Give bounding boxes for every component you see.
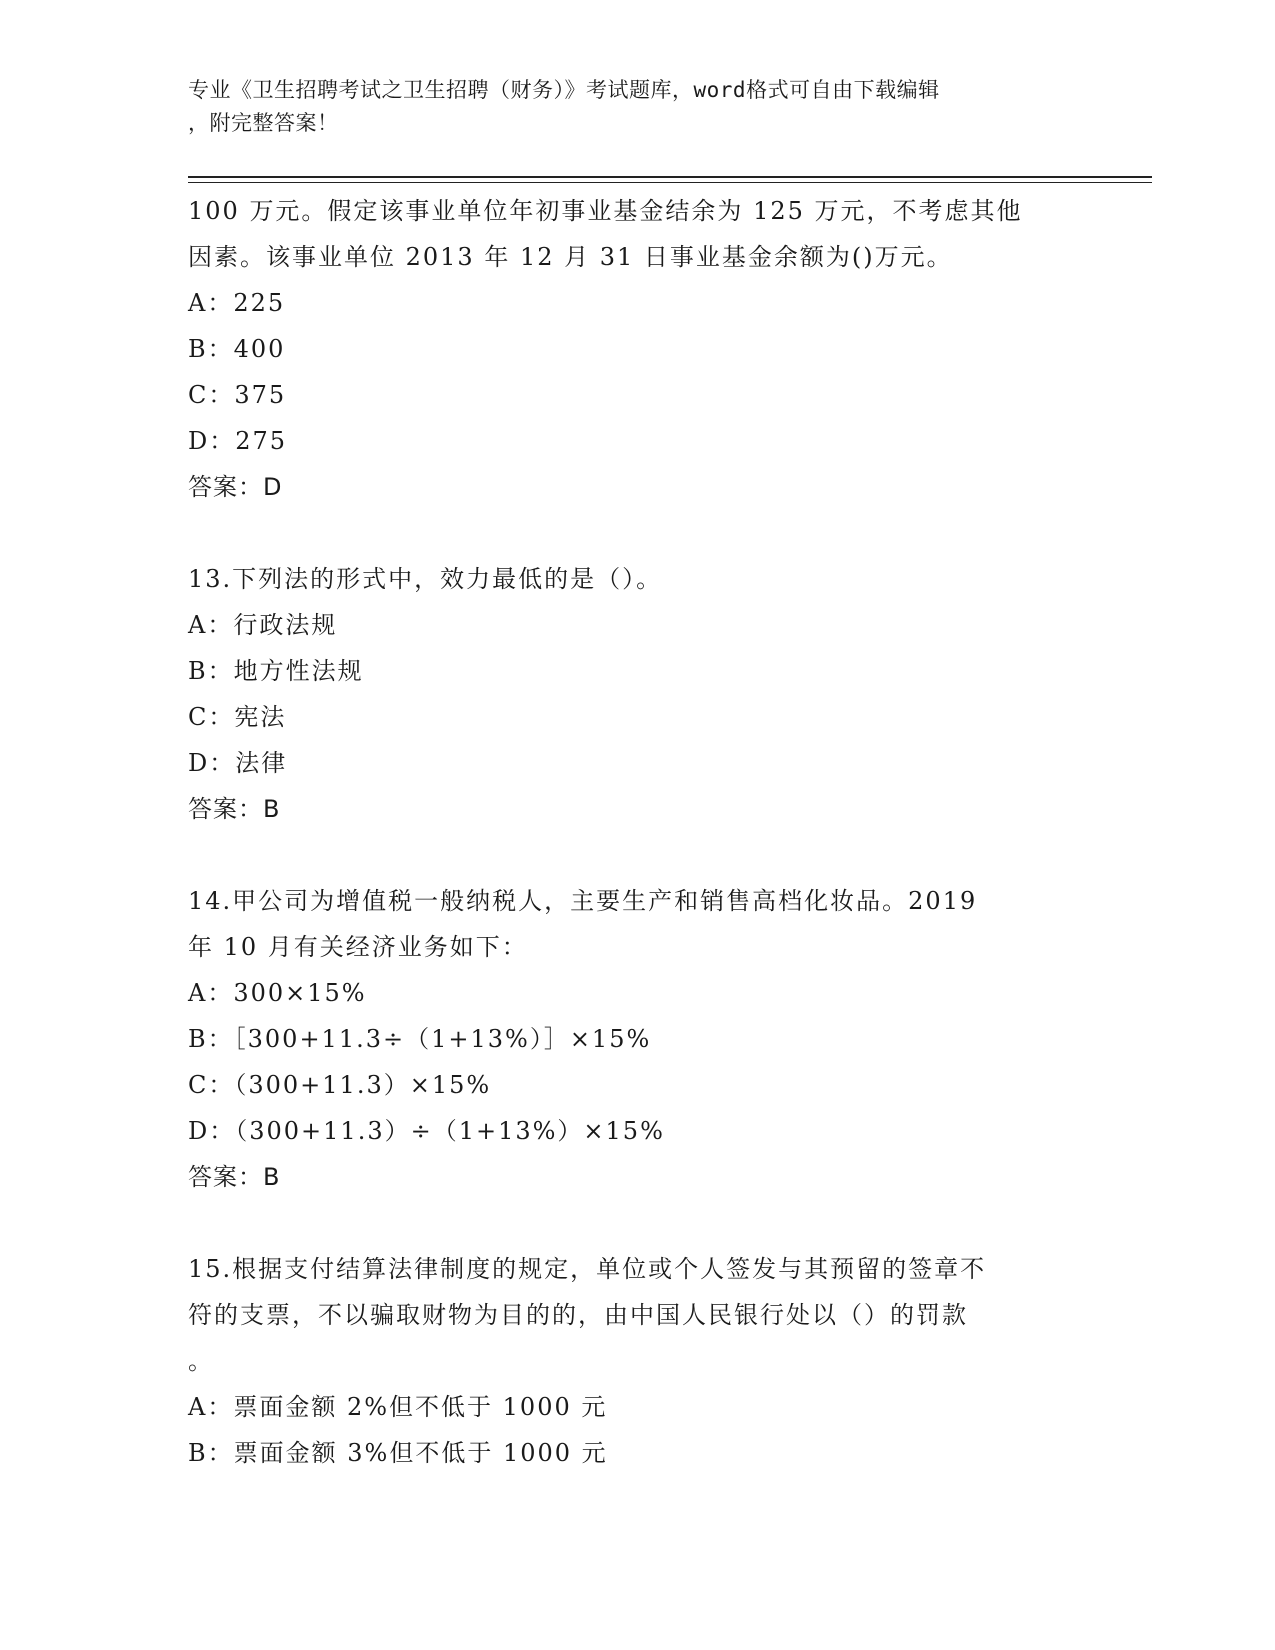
question-14-option-a: A：300×15%	[188, 979, 367, 1007]
question-14-option-d: D：（300+11.3）÷（1+13%）×15%	[188, 1117, 665, 1145]
question-12-stem-line-2: 因素。该事业单位 2013 年 12 月 31 日事业基金余额为()万元。	[188, 243, 953, 271]
question-13-option-a: A：行政法规	[188, 611, 338, 639]
header-rule-thin	[188, 182, 1152, 183]
question-14-stem-line-2: 年 10 月有关经济业务如下：	[188, 933, 528, 961]
spacer	[188, 510, 1088, 556]
question-13	[188, 556, 1088, 832]
question-14-stem-line-1: 14.甲公司为增值税一般纳税人，主要生产和销售高档化妆品。2019	[188, 887, 978, 915]
question-13-option-c: C：宪法	[188, 703, 287, 731]
question-13-option-b: B：地方性法规	[188, 657, 364, 685]
question-12-answer: 答案：D	[188, 473, 283, 501]
question-12	[188, 188, 1088, 510]
question-14-option-c: C：（300+11.3）×15%	[188, 1071, 492, 1099]
question-14-option-b: B：［300+11.3÷（1+13%）］×15%	[188, 1025, 652, 1053]
question-list	[188, 188, 1088, 1476]
question-14-answer: 答案：B	[188, 1163, 281, 1191]
question-15	[188, 1246, 1088, 1476]
header-line-1: 专业《卫生招聘考试之卫生招聘（财务）》考试题库，word格式可自由下载编辑	[188, 78, 940, 102]
question-13-answer: 答案：B	[188, 795, 281, 823]
question-14	[188, 878, 1088, 1200]
question-12-stem-line-1: 100 万元。假定该事业单位年初事业基金结余为 125 万元，不考虑其他	[188, 197, 1023, 225]
question-12-option-a: A：225	[188, 289, 286, 317]
spacer	[188, 1200, 1088, 1246]
header-line-2: ，附完整答案！	[188, 111, 339, 135]
question-12-option-d: D：275	[188, 427, 288, 455]
question-13-option-d: D：法律	[188, 749, 288, 777]
question-15-stem-line-2: 符的支票，不以骗取财物为目的的，由中国人民银行处以（）的罚款	[188, 1301, 968, 1329]
question-15-stem-line-3: 。	[188, 1347, 214, 1375]
question-12-option-b: B：400	[188, 335, 286, 363]
question-12-option-c: C：375	[188, 381, 287, 409]
spacer	[188, 832, 1088, 878]
question-15-option-b: B：票面金额 3%但不低于 1000 元	[188, 1439, 608, 1467]
question-15-stem-line-1: 15.根据支付结算法律制度的规定，单位或个人签发与其预留的签章不	[188, 1255, 987, 1283]
question-15-option-a: A：票面金额 2%但不低于 1000 元	[188, 1393, 608, 1421]
question-13-stem-line-1: 13.下列法的形式中，效力最低的是（）。	[188, 565, 663, 593]
page-header	[188, 74, 1068, 140]
header-rule-thick	[188, 176, 1152, 178]
